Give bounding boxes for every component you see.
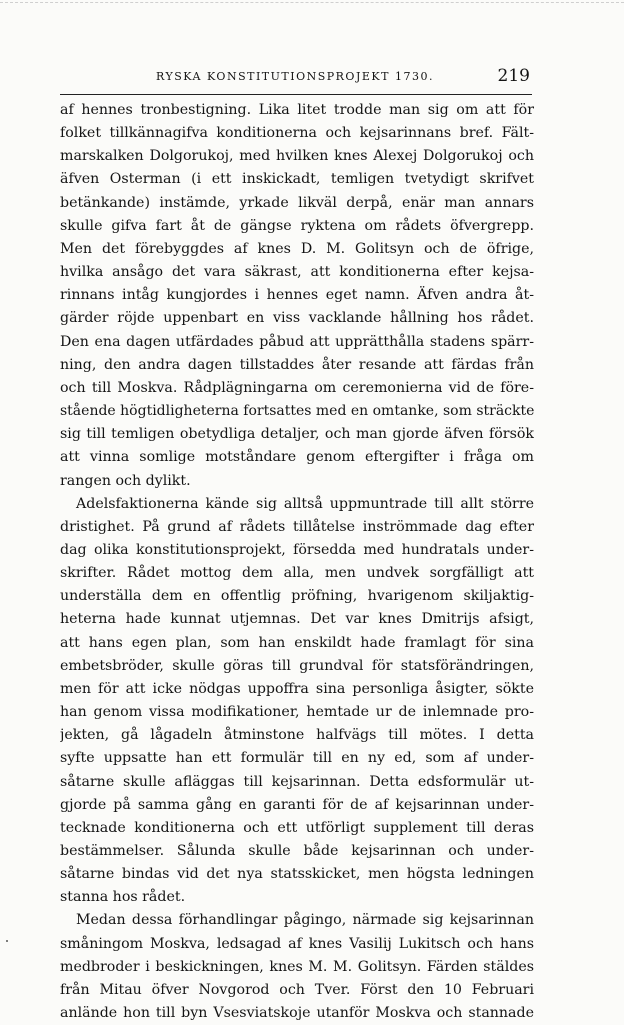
- text-line: gärder röjde uppenbart en viss vacklande hållning hos rådet.: [60, 310, 534, 327]
- text-line: folket tillkännagifva konditionerna och kejsarinnans bref. Fält-: [60, 125, 534, 142]
- header-rule: [60, 94, 532, 95]
- text-line: bestämmelser. Sålunda skulle både kejsarinnan och under-: [60, 843, 534, 859]
- text-line: att hans egen plan, som han enskildt hade framlagt för sina: [60, 634, 534, 651]
- page-header: [60, 66, 530, 86]
- text-line: från Mitau öfver Novgorod och Tver. Först den 10 Februari: [60, 981, 534, 998]
- text-line: medbroder i beskickningen, knes M. M. Golitsyn. Färden stäldes: [60, 958, 534, 975]
- text-line: och till Moskva. Rådplägningarna om ceremonierna vid de före-: [60, 379, 534, 396]
- text-line: heterna hade kunnat utjemnas. Det var knes Dmitrijs afsigt,: [60, 611, 534, 628]
- body-text: [60, 99, 534, 1025]
- text-line: stående högtidligheterna fortsattes med en omtanke, som sträckte: [60, 403, 534, 420]
- text-line: såtarne skulle afläggas till kejsarinnan. Detta edsformulär ut-: [60, 773, 534, 790]
- text-line: men för att icke nödgas uppoffra sina personliga åsigter, sökte: [60, 680, 534, 697]
- text-line: Men det förebyggdes af knes D. M. Golitsyn och de öfrige,: [60, 240, 534, 257]
- text-line: äfven Osterman (i ett inskickadt, temligen tvetydigt skrifvet: [60, 171, 534, 188]
- paragraph-start-line: Adelsfaktionerna kände sig alltså uppmuntrade till allt större: [76, 495, 534, 512]
- margin-speck: [6, 940, 8, 942]
- scan-edge: [0, 2, 624, 4]
- text-line: af hennes tronbestigning. Lika litet trodde man sig om att för: [60, 102, 534, 118]
- text-line: rangen och dylikt.: [60, 472, 191, 489]
- text-line: stanna hos rådet.: [60, 889, 186, 906]
- text-line: marskalken Dolgorukoj, med hvilken knes Alexej Dolgorukoj och: [60, 148, 534, 165]
- text-line: jekten, gå lågadeln åtminstone halfvägs till mötes. I detta: [60, 727, 534, 744]
- text-line: Den ena dagen utfärdades påbud att upprätthålla stadens spärr-: [60, 333, 534, 350]
- text-line: sig till temligen obetydliga detaljer, och man gjorde äfven försök: [60, 426, 534, 443]
- text-line: skulle gifva fart åt de gängse ryktena om rådets öfvergrepp.: [60, 217, 534, 234]
- text-line: hvilka ansågo det vara säkrast, att konditionerna efter kejsa-: [60, 264, 534, 281]
- text-line: han genom vissa modifikationer, hemtade ur de inlemnade pro-: [60, 704, 534, 721]
- text-line: gjorde på samma gång en garanti för de af kejsarinnan under-: [60, 796, 534, 813]
- text-line: småningom Moskva, ledsagad af knes Vasilij Lukitsch och hans: [60, 935, 534, 952]
- text-line: ning, den andra dagen tillstaddes åter resande att färdas från: [60, 356, 534, 373]
- text-line: att vinna somlige motståndare genom eftergifter i fråga om: [60, 449, 534, 466]
- paragraph-start-line: Medan dessa förhandlingar pågingo, närmade sig kejsarinnan: [76, 912, 534, 929]
- text-line: embetsbröder, skulle göras till grundval för statsförändringen,: [60, 657, 534, 674]
- text-line: dag olika konstitutionsprojekt, försedda med hundratals under-: [60, 541, 534, 558]
- running-title: RYSKA KONSTITUTIONSPROJEKT 1730.: [156, 70, 434, 83]
- text-line: anlände hon till byn Vsesviatskoje utanför Moskva och stannade: [60, 1005, 534, 1022]
- text-line: rinnans intåg kungjordes i hennes eget namn. Äfven andra åt-: [60, 287, 534, 304]
- text-line: såtarne bindas vid det nya statsskicket, men högsta ledningen: [60, 866, 534, 883]
- text-line: dristighet. På grund af rådets tillåtelse inströmmade dag efter: [60, 518, 534, 535]
- text-line: skrifter. Rådet mottog dem alla, men undvek sorgfälligt att: [60, 565, 534, 582]
- text-line: tecknade konditionerna och ett utförligt supplement till deras: [60, 819, 534, 836]
- text-line: underställa dem en offentlig pröfning, hvarigenom skiljaktig-: [60, 588, 534, 605]
- text-line: syfte uppsatte han ett formulär till en ny ed, som af under-: [60, 750, 534, 767]
- page-number: 219: [497, 66, 530, 86]
- text-line: betänkande) instämde, yrkade likväl derpå, enär man annars: [60, 194, 534, 211]
